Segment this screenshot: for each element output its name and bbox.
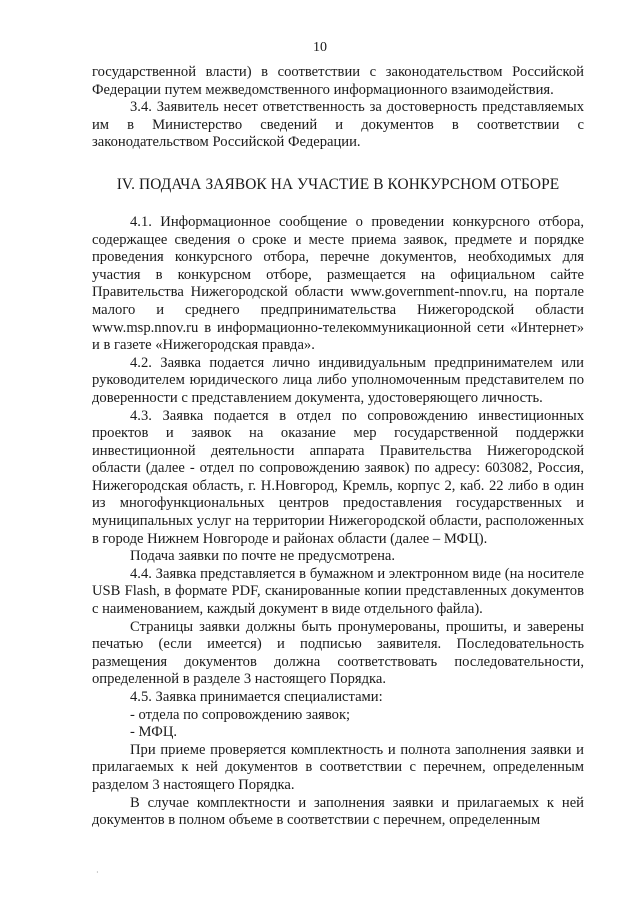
paragraph-4-1: 4.1. Информационное сообщение о проведении конкурсного отбора, содержащее сведения о сроке и месте приема заявок, предмете и порядке проведения конкурсного отбора, перечне документов, необходимых для участия в конкурсном отборе, размещается на официальном сайте Правительства Нижегородской области www.government-nnov.ru, на портале малого и среднего предпринимательства Нижегородской области www.msp.nnov.ru в информационно-телекоммуникационной сети «Интернет» и в газете «Нижегородская правда». bbox=[92, 213, 584, 354]
paragraph-4-5: 4.5. Заявка принимается специалистами: bbox=[130, 689, 383, 705]
scan-mark: · bbox=[96, 868, 99, 877]
document-body bbox=[92, 64, 584, 830]
paragraph-pages: Страницы заявки должны быть пронумерованы, прошиты, и заверены печатью (если имеется) и подписью заявителя. Последовательность размещения документов должна соответствовать последовательности, определенной в разделе 3 настоящего Порядка. bbox=[92, 618, 584, 688]
list-item-mfc: - МФЦ. bbox=[130, 724, 178, 741]
paragraph-continuation: государственной власти) в соответствии с законодательством Российской Федерации путем межведомственного информационного взаимодействия. bbox=[92, 64, 584, 98]
section-heading: IV. ПОДАЧА ЗАЯВОК НА УЧАСТИЕ В КОНКУРСНОМ ОТБОРЕ bbox=[116, 175, 560, 193]
paragraph-complete: В случае комплектности и заполнения заявки и прилагаемых к ней документов в полном объеме в соответствии с перечнем, определенным bbox=[92, 794, 584, 829]
paragraph-4-3: 4.3. Заявка подается в отдел по сопровождению инвестиционных проектов и заявок на оказание мер государственной поддержки инвестиционной деятельности аппарата Правительства Нижегородской области (далее - отдел по сопровождению заявок) по адресу: 603082, Россия, Нижегородская область, г. Н.Новгород, Кремль, корпус 2, каб. 22 либо в один из многофункциональных центров предоставления государственных и муниципальных услуг на территории Нижегородской области, расположенных в городе Нижнем Новгороде и районах области (далее – МФЦ). bbox=[92, 407, 584, 547]
paragraph-no-mail: Подача заявки по почте не предусмотрена. bbox=[130, 548, 396, 565]
page-number: 10 bbox=[313, 40, 327, 55]
paragraph-4-4: 4.4. Заявка представляется в бумажном и электронном виде (на носителе USB Flash, в формате PDF, сканированные копии представленных документов с наименованием, каждый документ в виде отдельного файла). bbox=[92, 565, 584, 618]
list-item-department: - отдела по сопровождению заявок; bbox=[130, 706, 351, 723]
paragraph-4-2: 4.2. Заявка подается лично индивидуальным предпринимателем или руководителем юридического лица либо уполномоченным представителем по доверенности с представлением документа, удостоверяющего личность. bbox=[92, 354, 584, 406]
paragraph-3-4: 3.4. Заявитель несет ответственность за достоверность представляемых им в Министерство сведений и документов в соответствии с законодательством Российской Федерации. bbox=[92, 99, 584, 151]
paragraph-check: При приеме проверяется комплектность и полнота заполнения заявки и прилагаемых к ней документов в соответствии с перечнем, определенным разделом 3 настоящего Порядка. bbox=[92, 741, 584, 793]
